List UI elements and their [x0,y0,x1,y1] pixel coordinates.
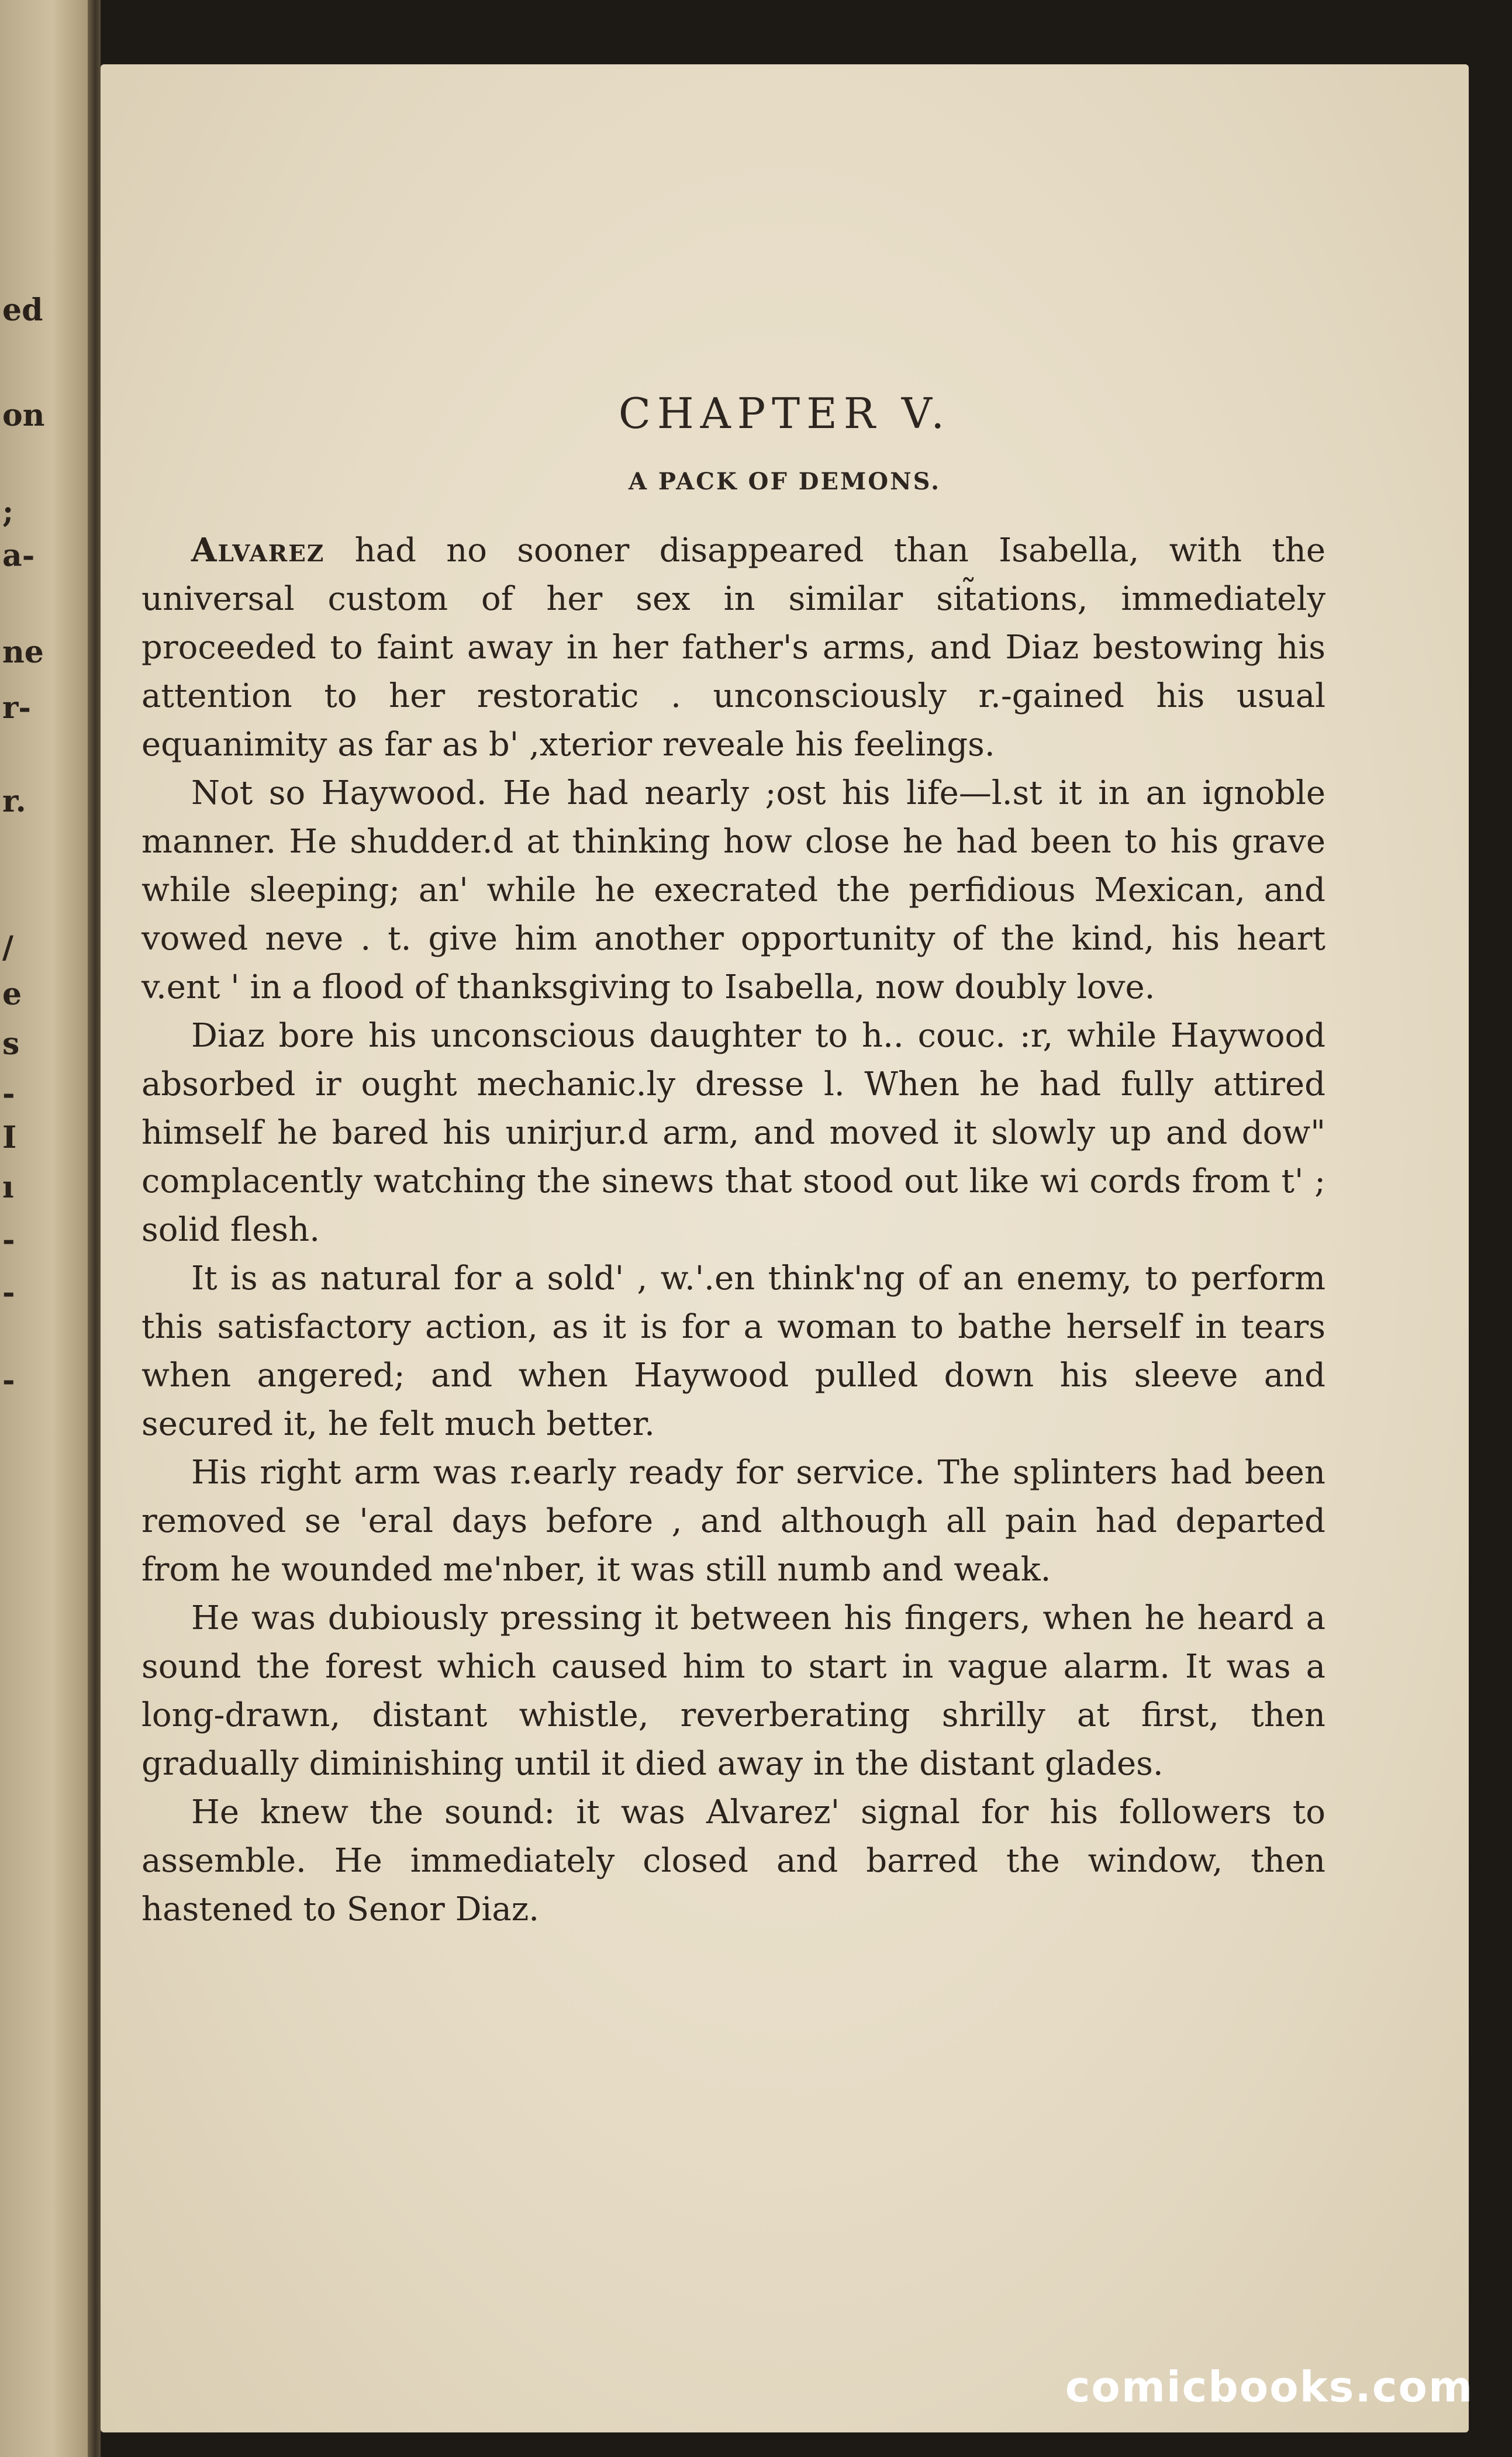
left-page-fragment: on [2,398,45,433]
left-page-fragment: / [2,930,13,965]
left-page-fragment: - [2,1076,15,1112]
paragraph-lead-word: Alvarez [191,531,325,570]
paragraph: Diaz bore his unconscious daughter to h.. couc. :r, while Haywood absorbed ir ought mechanic.ly dresse l. When he had fully attired himself he bared his unirjur.d arm, and moved it slowly up and dow" complacently watching the sinews that stood out like wi cords from t' ; solid flesh. [141,1017,1325,1249]
left-page-fragment: r- [2,690,31,726]
left-page-fragment: r. [2,784,26,819]
chapter-subtitle: A PACK OF DEMONS. [628,468,941,495]
left-page-fragment: I [2,1120,17,1155]
left-page-fragment: e [2,976,22,1012]
paragraph: His right arm was r.early ready for service. The splinters had been removed se 'eral days before , and although all pain had departed from he wounded me'nber, it was still numb and weak. [141,1454,1325,1589]
paragraph-text: had no sooner disappeared than Isabella, with the universal custom of her sex in similar sit̃ations, immediately proceeded to faint away in her father's arms, and Diaz bestowing his attention to her restoratic . unconsciously r.-gained his usual equanimity as far as b' ,xterior reveale his feelings. [141,532,1325,764]
left-page-fragment: - [2,1362,15,1398]
chapter-heading: CHAPTER V. [618,389,951,438]
left-page-fragment: ne [2,634,44,670]
book-page [101,64,1469,2432]
left-page-fragment: ı [2,1169,14,1205]
left-page-fragment: ; [2,494,14,530]
paragraph [141,526,1325,769]
left-page-fragment: ed [2,292,43,328]
book-gutter [88,0,101,2457]
paragraph: He was dubiously pressing it between his fingers, when he heard a sound the forest which caused him to start in vague alarm. It was a long-drawn, distant whistle, reverberating shrilly at first, then gradually diminishing until it died away in the distant glades. [141,1599,1325,1783]
paragraph: He knew the sound: it was Alvarez' signal for his followers to assemble. He immediately closed and barred the window, then hastened to Senor Diaz. [141,1793,1325,1928]
left-page-edge [0,0,88,2457]
paragraph: Not so Haywood. He had nearly ;ost his life—l.st it in an ignoble manner. He shudder.d at thinking how close he had been to his grave while sleeping; an' while he execrated the perfidious Mexican, and vowed neve . t. give him another opportunity of the kind, his heart v.ent ' in a flood of thanksgiving to Isabella, now doubly love. [141,774,1325,1006]
paragraph: It is as natural for a sold' , w.'.en think'ng of an enemy, to perform this satisfactory action, as it is for a woman to bathe herself in tears when angered; and when Haywood pulled down his sleeve and secured it, he felt much better. [141,1259,1325,1443]
left-page-fragment: - [2,1275,15,1310]
left-page-fragment: s [2,1026,20,1062]
left-page-fragment: - [2,1222,15,1258]
chapter-body [141,526,1325,1934]
left-page-fragment: a- [2,538,35,574]
site-watermark: comicbooks.com [1065,2362,1473,2411]
